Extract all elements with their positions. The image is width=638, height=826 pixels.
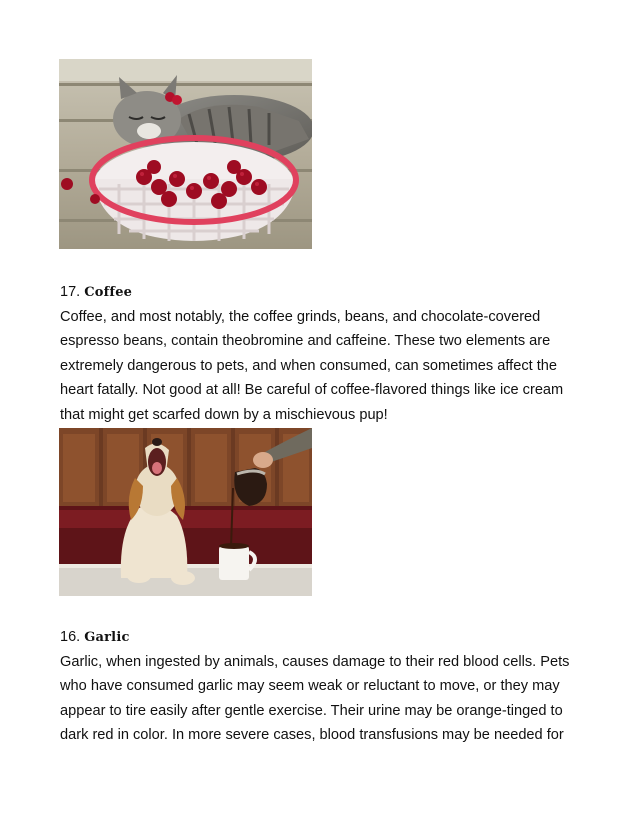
- text-line: dark red in color. In more severe cases, blood transfusions may be needed for: [60, 727, 564, 744]
- text-line: extremely dangerous to pets, and when consumed, can sometimes affect the: [60, 357, 558, 374]
- section-number: 16.: [60, 629, 81, 645]
- section-body-garlic: [60, 650, 580, 748]
- section-heading-garlic: [60, 628, 130, 647]
- section-title: Coffee: [84, 285, 133, 300]
- section-number: 17.: [60, 284, 81, 300]
- section-title: Garlic: [84, 630, 130, 645]
- text-line: heart fatally. Not good at all! Be careful of coffee-flavored things like ice cream: [60, 382, 564, 399]
- section-heading-coffee: [60, 283, 132, 302]
- cat-with-cherries-image: [59, 59, 312, 249]
- section-body-coffee: [60, 305, 580, 427]
- text-line: appear to tire easily after gentle exercise. Their urine may be orange-tinged to: [60, 702, 563, 719]
- text-line: Coffee, and most notably, the coffee grinds, beans, and chocolate-covered: [60, 309, 541, 325]
- text-line: who have consumed garlic may seem weak or reluctant to move, or they may: [60, 678, 560, 695]
- dog-with-coffee-image: [59, 428, 312, 596]
- text-line: that might get scarfed down by a mischievous pup!: [60, 406, 388, 423]
- text-line: Garlic, when ingested by animals, causes damage to their red blood cells. Pets: [60, 654, 570, 670]
- text-line: espresso beans, contain theobromine and caffeine. These two elements are: [60, 333, 551, 350]
